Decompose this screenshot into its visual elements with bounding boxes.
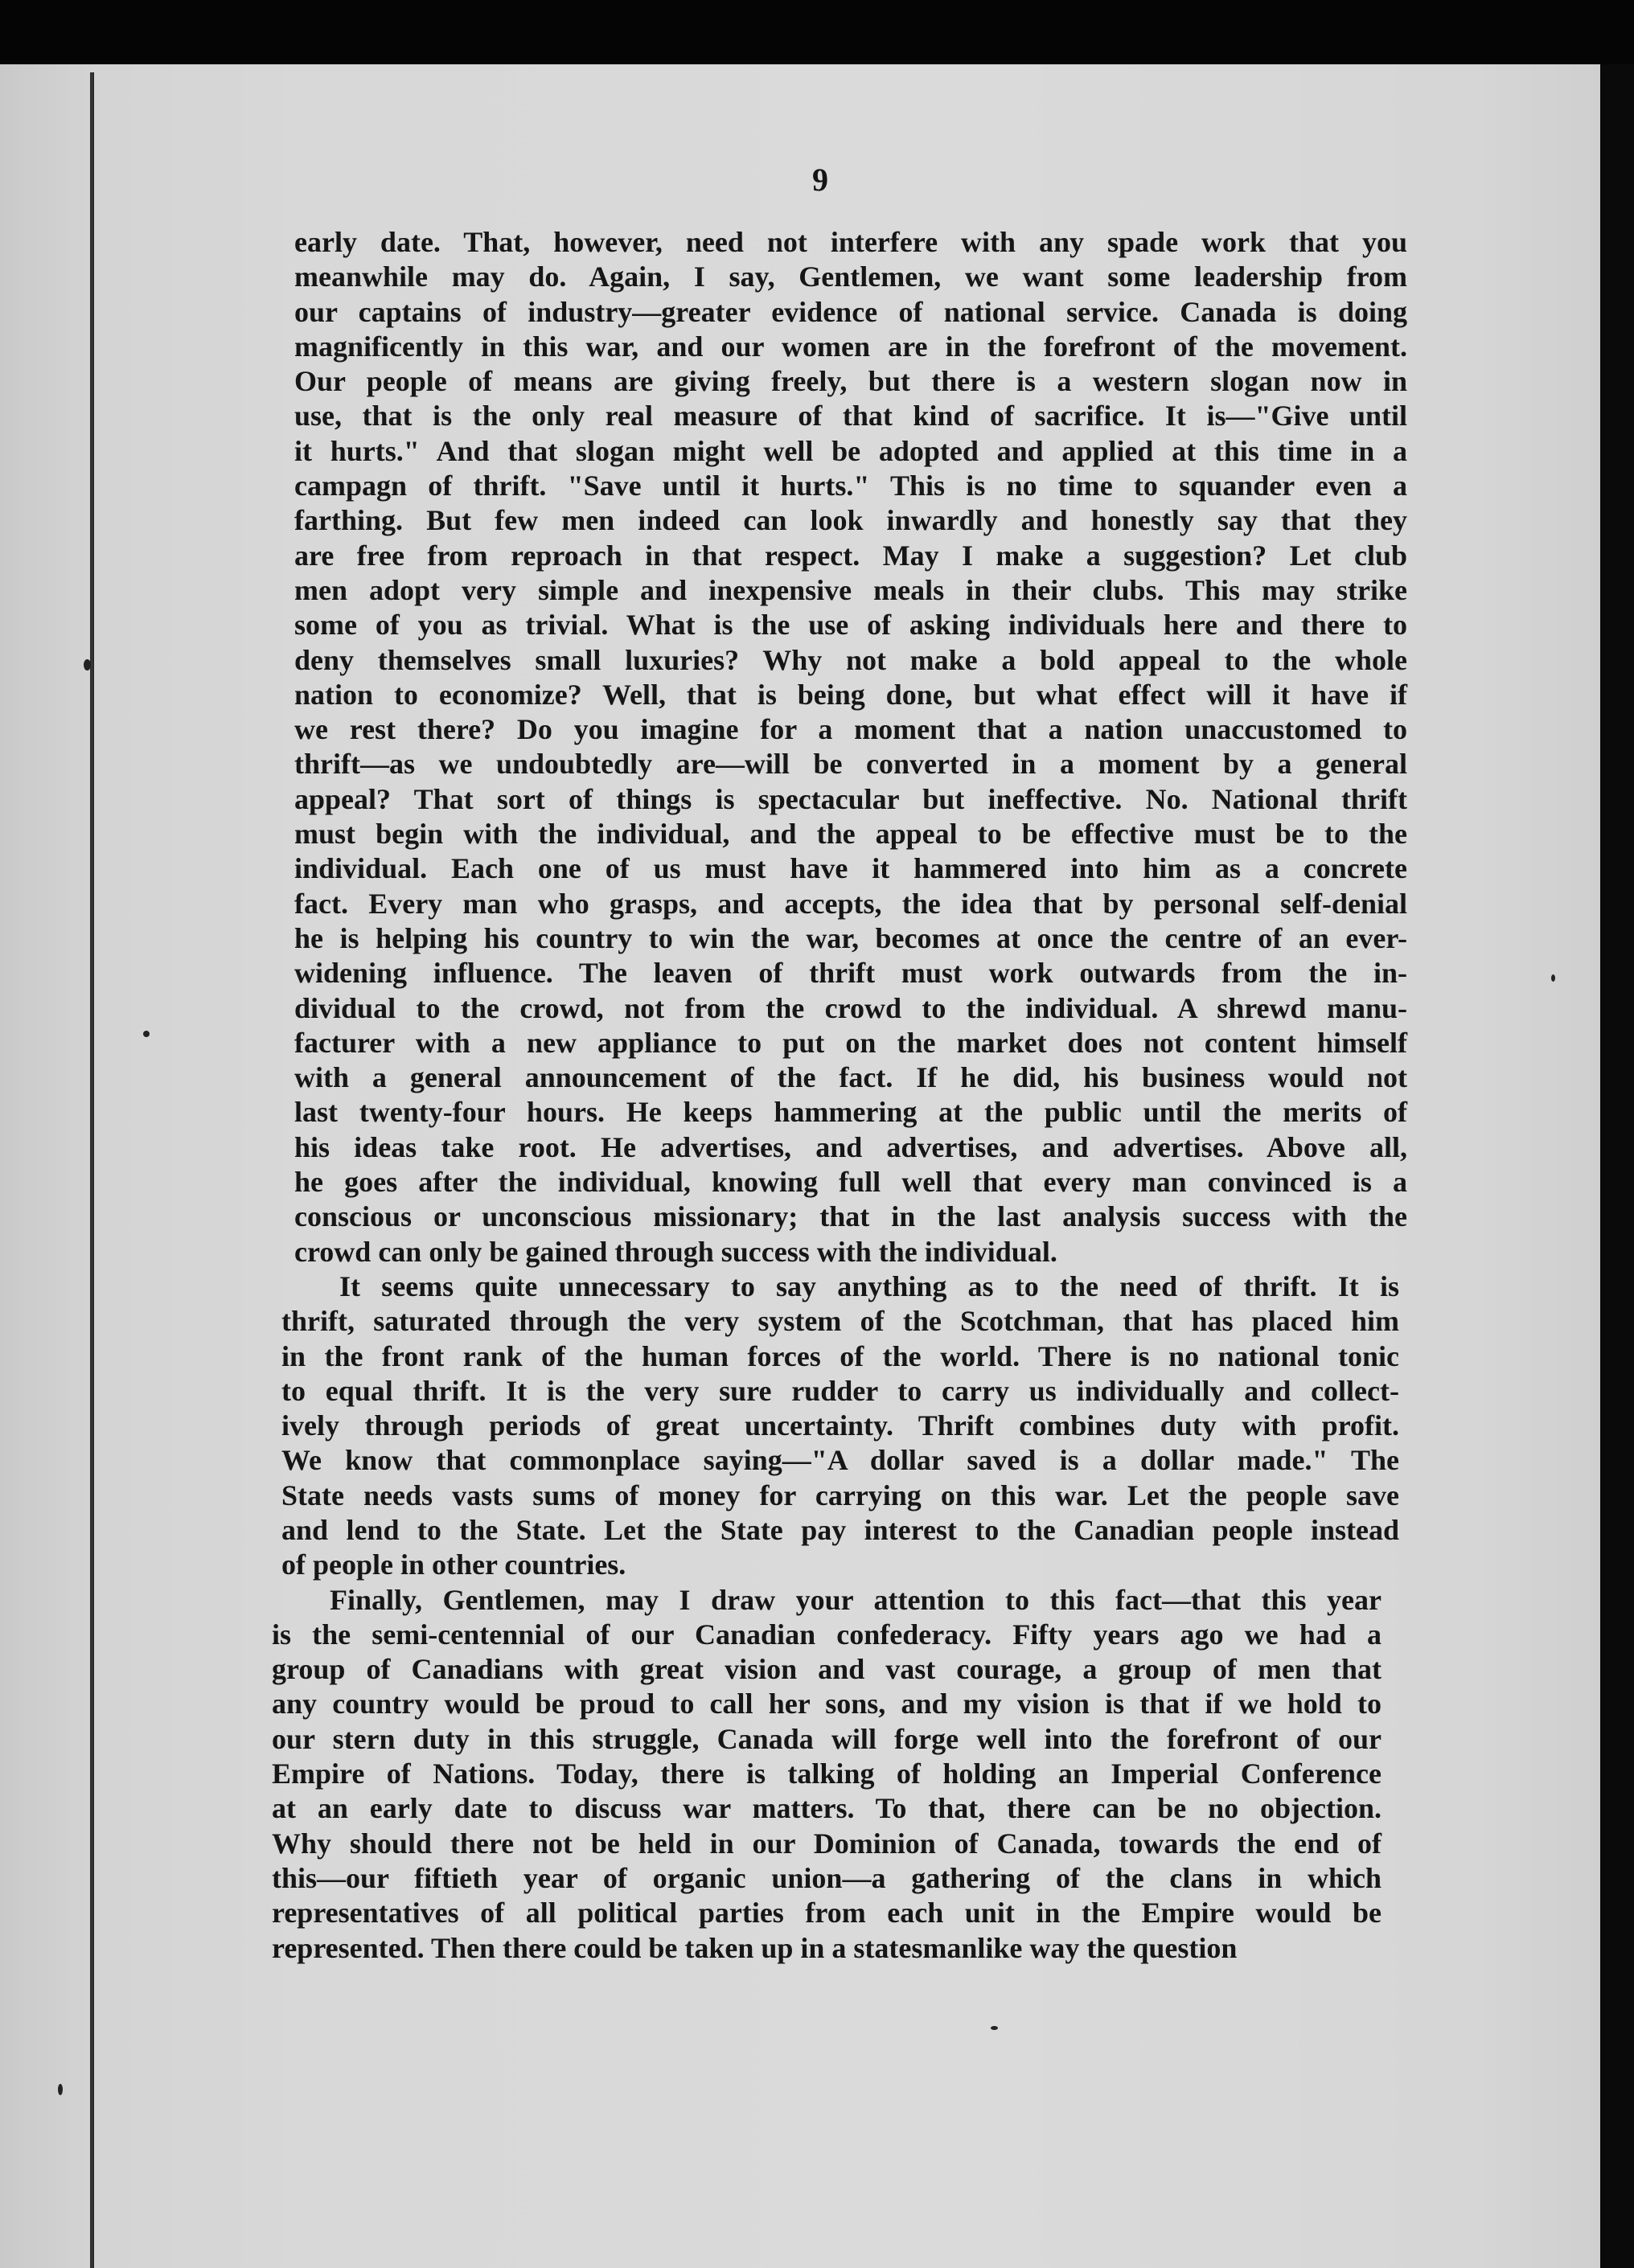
text-line: campagn of thrift. "Save until it hurts." This is no time to squander even a: [294, 470, 1407, 502]
text-line: we rest there? Do you imagine for a moment that a nation unaccustomed to: [294, 713, 1407, 746]
text-line: he goes after the individual, knowing full well that every man convinced is a: [294, 1166, 1407, 1199]
text-line: must begin with the individual, and the appeal to be effective must be to the: [294, 818, 1407, 851]
text-line: use, that is the only real measure of that kind of sacrifice. It is—"Give until: [294, 400, 1407, 433]
dust-speck: [58, 2084, 63, 2095]
paragraph-3: [272, 1583, 1382, 1966]
text-line: any country would be proud to call her sons, and my vision is that if we hold to: [272, 1688, 1382, 1720]
text-line: this—our fiftieth year of organic union—a gathering of the clans in which: [272, 1861, 1382, 1894]
text-line: in the front rank of the human forces of the world. There is no national tonic: [281, 1339, 1399, 1372]
text-line: his ideas take root. He advertises, and advertises, and advertises. Above all,: [294, 1130, 1407, 1163]
text-line: our captains of industry—greater evidence of national service. Canada is doing: [294, 295, 1407, 328]
dust-speck: [143, 1031, 150, 1037]
text-line: represented. Then there could be taken up in a statesmanlike way the question: [272, 1931, 1238, 1964]
paragraph-2: [281, 1269, 1399, 1583]
text-line: are free from reproach in that respect. May I make a suggestion? Let club: [294, 539, 1407, 572]
text-line: State needs vasts sums of money for carrying on this war. Let the people save: [281, 1479, 1399, 1511]
dust-speck: [1551, 974, 1555, 982]
text-line: Empire of Nations. Today, there is talking of holding an Imperial Conference: [272, 1757, 1382, 1790]
text-line: representatives of all political parties from each unit in the Empire would be: [272, 1897, 1382, 1930]
text-line: nation to economize? Well, that is being done, but what effect will it have if: [294, 678, 1407, 711]
text-line: farthing. But few men indeed can look inwardly and honestly say that they: [294, 504, 1407, 537]
body-text: [272, 225, 1407, 1966]
text-line: with a general announcement of the fact. If he did, his business would not: [294, 1061, 1407, 1094]
text-line: at an early date to discuss war matters. To that, there can be no objection.: [272, 1792, 1382, 1825]
text-line: ively through periods of great uncertainty. Thrift combines duty with profit.: [281, 1409, 1399, 1442]
text-line: of people in other countries.: [281, 1548, 626, 1581]
text-line: it hurts." And that slogan might well be adopted and applied at this time in a: [294, 434, 1407, 467]
text-line: last twenty-four hours. He keeps hammering at the public until the merits of: [294, 1096, 1407, 1129]
text-line: group of Canadians with great vision and vast courage, a group of men that: [272, 1653, 1382, 1686]
text-line: Why should there not be held in our Dominion of Canada, towards the end of: [272, 1827, 1382, 1860]
text-line: thrift, saturated through the very system of the Scotchman, that has placed him: [281, 1305, 1399, 1338]
text-line: some of you as trivial. What is the use of asking individuals here and there to: [294, 609, 1407, 642]
binding-edge: [90, 72, 94, 2268]
text-line: Finally, Gentlemen, may I draw your attention to this fact—that this year: [330, 1583, 1382, 1616]
text-line: he is helping his country to win the war, becomes at once the centre of an ever-: [294, 921, 1407, 954]
text-line: facturer with a new appliance to put on the market does not content himself: [294, 1026, 1407, 1059]
text-line: fact. Every man who grasps, and accepts, the idea that by personal self-denial: [294, 887, 1407, 920]
text-line: to equal thrift. It is the very sure rudder to carry us individually and collect-: [281, 1374, 1399, 1407]
paragraph-1: [294, 225, 1407, 1269]
text-line: men adopt very simple and inexpensive meals in their clubs. This may strike: [294, 573, 1407, 606]
text-line: It seems quite unnecessary to say anything as to the need of thrift. It is: [339, 1269, 1399, 1302]
text-line: crowd can only be gained through success with the individual.: [294, 1235, 1057, 1268]
text-line: deny themselves small luxuries? Why not make a bold appeal to the whole: [294, 643, 1407, 676]
text-line: our stern duty in this struggle, Canada will forge well into the forefront of our: [272, 1722, 1382, 1755]
text-line: dividual to the crowd, not from the crowd to the individual. A shrewd manu-: [294, 991, 1407, 1024]
text-line: is the semi-centennial of our Canadian confederacy. Fifty years ago we had a: [272, 1618, 1382, 1651]
text-line: early date. That, however, need not interfere with any spade work that you: [294, 226, 1407, 258]
text-line: Our people of means are giving freely, but there is a western slogan now in: [294, 365, 1407, 398]
dust-speck: [991, 2026, 998, 2030]
dust-speck: [84, 659, 91, 671]
text-line: and lend to the State. Let the State pay interest to the Canadian people instead: [281, 1513, 1399, 1546]
text-line: conscious or unconscious missionary; that in the last analysis success with the: [294, 1200, 1407, 1233]
text-line: meanwhile may do. Again, I say, Gentlemen, we want some leadership from: [294, 260, 1407, 293]
text-line: We know that commonplace saying—"A dollar saved is a dollar made." The: [281, 1444, 1399, 1477]
page-number: 9: [812, 162, 828, 198]
text-line: appeal? That sort of things is spectacular but ineffective. No. National thrift: [294, 782, 1407, 815]
scan-top-border: [0, 0, 1634, 64]
text-line: magnificently in this war, and our women are in the forefront of the movement.: [294, 330, 1407, 363]
scan-right-border: [1600, 64, 1634, 2268]
text-line: widening influence. The leaven of thrift must work outwards from the in-: [294, 957, 1407, 990]
text-line: individual. Each one of us must have it hammered into him as a concrete: [294, 852, 1407, 885]
text-line: thrift—as we undoubtedly are—will be converted in a moment by a general: [294, 748, 1407, 781]
